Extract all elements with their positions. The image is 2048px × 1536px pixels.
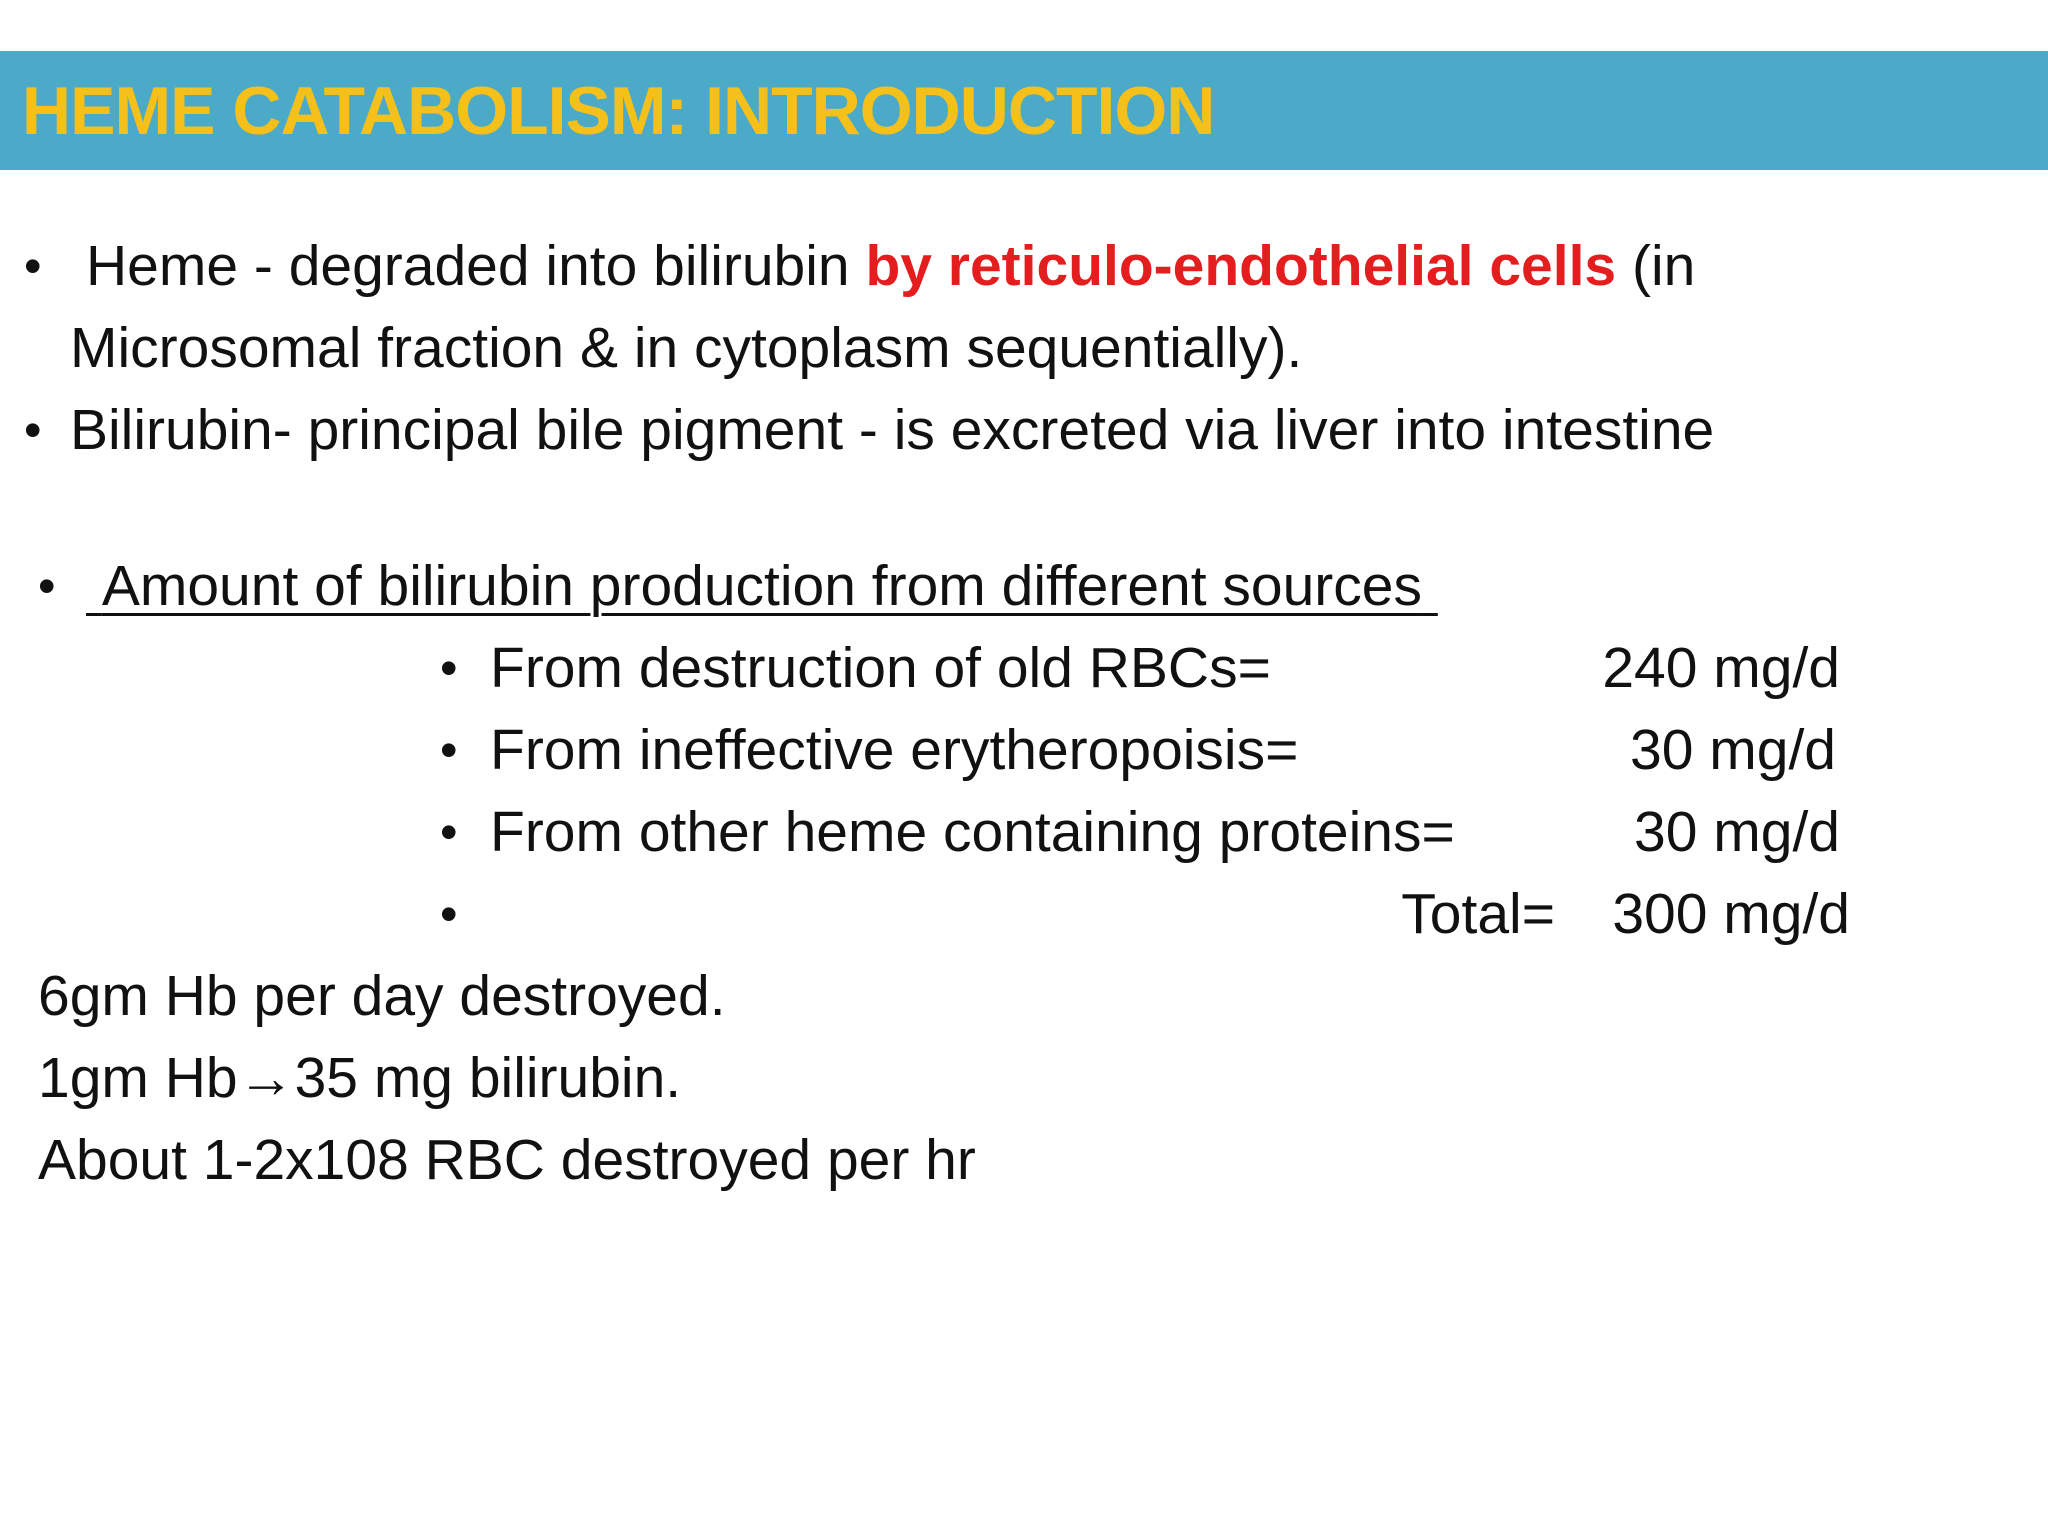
bullet-1-line-1	[86, 232, 1695, 300]
sub-bullet-marker-4: •	[440, 886, 458, 942]
bullet-3-heading	[86, 552, 1438, 620]
note-1: 6gm Hb per day destroyed.	[38, 964, 726, 1028]
source-value-3: 30 mg/d	[1634, 800, 1840, 864]
bullet-1-text-start: Heme - degraded into bilirubin	[86, 234, 866, 298]
bullet-1-line-2: Microsomal fraction & in cytoplasm sequentially).	[70, 316, 1303, 380]
total-value: 300 mg/d	[1612, 882, 1850, 946]
bullet-2-text: Bilirubin- principal bile pigment - is excreted via liver into intestine	[70, 398, 1715, 462]
bullet-marker-1: •	[24, 238, 42, 294]
bullet-1-highlight: by reticulo-endothelial cells	[865, 234, 1617, 298]
source-label-3: From other heme containing proteins=	[490, 800, 1455, 864]
note-3: About 1-2x108 RBC destroyed per hr	[38, 1128, 976, 1192]
title-bar	[0, 51, 2048, 170]
bullet-marker-3: •	[38, 558, 56, 614]
total-label: Total=	[1401, 882, 1555, 946]
source-label-1: From destruction of old RBCs=	[490, 636, 1271, 700]
sub-bullet-marker-1: •	[440, 640, 458, 696]
note-2: 1gm Hb→35 mg bilirubin.	[38, 1046, 682, 1110]
sub-bullet-marker-3: •	[440, 804, 458, 860]
bullet-1-text-end: (in	[1616, 234, 1696, 298]
slide-title: HEME CATABOLISM: INTRODUCTION	[22, 73, 1215, 149]
source-value-2: 30 mg/d	[1630, 718, 1836, 782]
sub-bullet-marker-2: •	[440, 722, 458, 778]
source-value-1: 240 mg/d	[1602, 636, 1840, 700]
bullet-marker-2: •	[24, 402, 42, 458]
sources-heading-text: Amount of bilirubin production from different sources	[101, 554, 1422, 618]
sources-heading	[86, 554, 1438, 618]
source-label-2: From ineffective erytheropoisis=	[490, 718, 1299, 782]
